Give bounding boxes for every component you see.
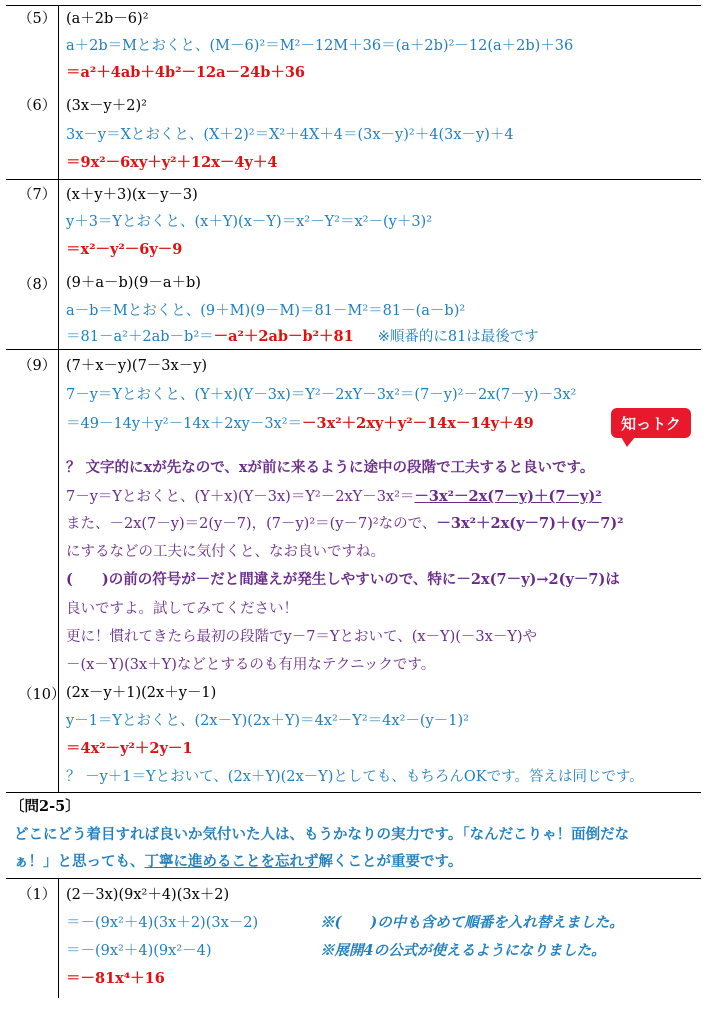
problem-9-tip-2-result: －3x²－2x(7－y)＋(7－y)²	[414, 488, 602, 505]
problem-8-note: ※順番的に81は最後です	[377, 329, 539, 345]
problem-8-answer-line	[66, 328, 539, 346]
problem-1-note-2: ※展開4の公式が使えるようになりました。	[320, 942, 606, 959]
problem-number-9: （9）	[18, 358, 57, 374]
problem-9-expansion: ＝49－14y＋y²－14x＋2xy－3x²＝	[66, 416, 303, 432]
problem-10-question: (2x－y＋1)(2x＋y－1)	[66, 685, 217, 701]
problem-9-tip-3-result: －3x²＋2x(y－7)＋(y－7)²	[436, 515, 624, 532]
problem-1-answer: ＝－81x⁴＋16	[66, 970, 165, 987]
problem-9-tip-4: にするなどの工夫に気付くと、なお良いですね。	[66, 544, 385, 560]
problem-number-10: （10）	[18, 687, 66, 703]
problem-9-answer: －3x²＋2xy＋y²－14x－14y＋49	[302, 415, 534, 432]
problem-9-tip-1: ？ 文字的にxが先なので、xが前に来るように途中の段階で工夫すると良いです。	[66, 459, 595, 476]
problem-1-question: (2－3x)(9x²＋4)(3x＋2)	[66, 887, 230, 903]
problem-number-7: （7）	[18, 187, 57, 203]
problem-10-note: ？ －y＋1＝Yとおいて、(2x＋Y)(2x－Y)としても、もちろんOKです。答えは同じです。	[66, 769, 644, 785]
problem-5-answer: ＝a²＋4ab＋4b²－12a－24b＋36	[66, 64, 306, 81]
problem-7-answer: ＝x²－y²－6y－9	[66, 241, 183, 258]
problem-number-8: （8）	[18, 277, 57, 293]
rule-after-10	[6, 792, 701, 793]
section-text-1: どこにどう着目すれば良いか気付いた人は、もうかなりの実力です。「なんだこりゃ！面倒だな	[14, 826, 630, 843]
rule-top	[6, 5, 701, 6]
problem-9-answer-line	[66, 415, 534, 433]
section-text-2a: ぁ！」と思っても、	[14, 853, 145, 870]
section-text-2c: 解くことが重要です。	[318, 853, 463, 870]
problem-number-1: （1）	[18, 887, 57, 903]
problem-10-answer: ＝4x²－y²＋2y－1	[66, 740, 193, 757]
problem-9-step: 7－y＝Yとおくと、(Y＋x)(Y－3x)＝Y²－2xY－3x²＝(7－y)²－2x(7－y)－3x²	[66, 387, 577, 403]
rule-after-8	[6, 349, 701, 350]
problem-9-tip-2-text: 7－y＝Yとおくと、(Y＋x)(Y－3x)＝Y²－2xY－3x²＝	[66, 489, 415, 505]
problem-6-answer: ＝9x²－6xy＋y²＋12x－4y＋4	[66, 154, 278, 171]
section-text-2-underlined: 丁寧に進めることを忘れず	[144, 853, 319, 870]
problem-8-answer: －a²＋2ab－b²＋81	[213, 328, 354, 345]
problem-1-note-1: ※( )の中も含めて順番を入れ替えました。	[320, 914, 624, 931]
problem-9-tip-7: 更に！慣れてきたら最初の段階でy－7＝Yとおいて、(x－Y)(－3x－Y)や	[66, 629, 538, 645]
problem-9-question: (7＋x－y)(7－3x－y)	[66, 358, 208, 374]
problem-9-tip-8: －(x－Y)(3x＋Y)などとするのも有用なテクニックです。	[66, 657, 436, 673]
problem-8-question: (9＋a－b)(9－a＋b)	[66, 275, 201, 291]
problem-number-6: （6）	[18, 98, 57, 114]
problem-1-step-2: ＝－(9x²＋4)(9x²－4)	[66, 943, 212, 959]
problem-6-step: 3x－y＝Xとおくと、(X＋2)²＝X²＋4X＋4＝(3x－y)²＋4(3x－y)＋4	[66, 127, 514, 143]
section-title: 〔問2-5〕	[10, 798, 80, 815]
problem-5-question: (a＋2b－6)²	[66, 11, 149, 27]
problem-number-5: （5）	[18, 11, 57, 27]
problem-1-step-1: ＝－(9x²＋4)(3x＋2)(3x－2)	[66, 915, 259, 931]
problem-6-question: (3x－y＋2)²	[66, 98, 147, 114]
problem-7-step: y＋3＝Yとおくと、(x＋Y)(x－Y)＝x²－Y²＝x²－(y＋3)²	[66, 214, 433, 230]
section-text-2	[14, 853, 462, 871]
problem-10-step: y－1＝Yとおくと、(2x－Y)(2x＋Y)＝4x²－Y²＝4x²－(y－1)²	[66, 713, 469, 729]
problem-8-step: a－b＝Mとおくと、(9＋M)(9－M)＝81－M²＝81－(a－b)²	[66, 303, 466, 319]
tip-badge: 知っトク	[611, 408, 691, 438]
problem-8-expansion: ＝81－a²＋2ab－b²＝	[66, 329, 214, 345]
problem-9-tip-2	[66, 488, 602, 506]
problem-9-tip-6: 良いですよ。試してみてください！	[66, 601, 298, 617]
rule-after-6	[6, 179, 701, 180]
rule-before-q1	[6, 878, 701, 879]
column-divider-1	[58, 5, 59, 792]
problem-9-tip-3-text: また、－2x(7－y)＝2(y－7)，(7－y)²＝(y－7)²なので、	[66, 516, 437, 532]
problem-7-question: (x＋y＋3)(x－y－3)	[66, 187, 198, 203]
problem-9-tip-3	[66, 515, 624, 533]
problem-5-step: a＋2b＝Mとおくと、(M－6)²＝M²－12M＋36＝(a＋2b)²－12(a＋2b)＋36	[66, 38, 574, 54]
column-divider-2	[58, 878, 59, 998]
problem-9-tip-5: ( )の前の符号が－だと間違えが発生しやすいので、特に－2x(7－y)→2(y－7)は	[66, 571, 620, 588]
